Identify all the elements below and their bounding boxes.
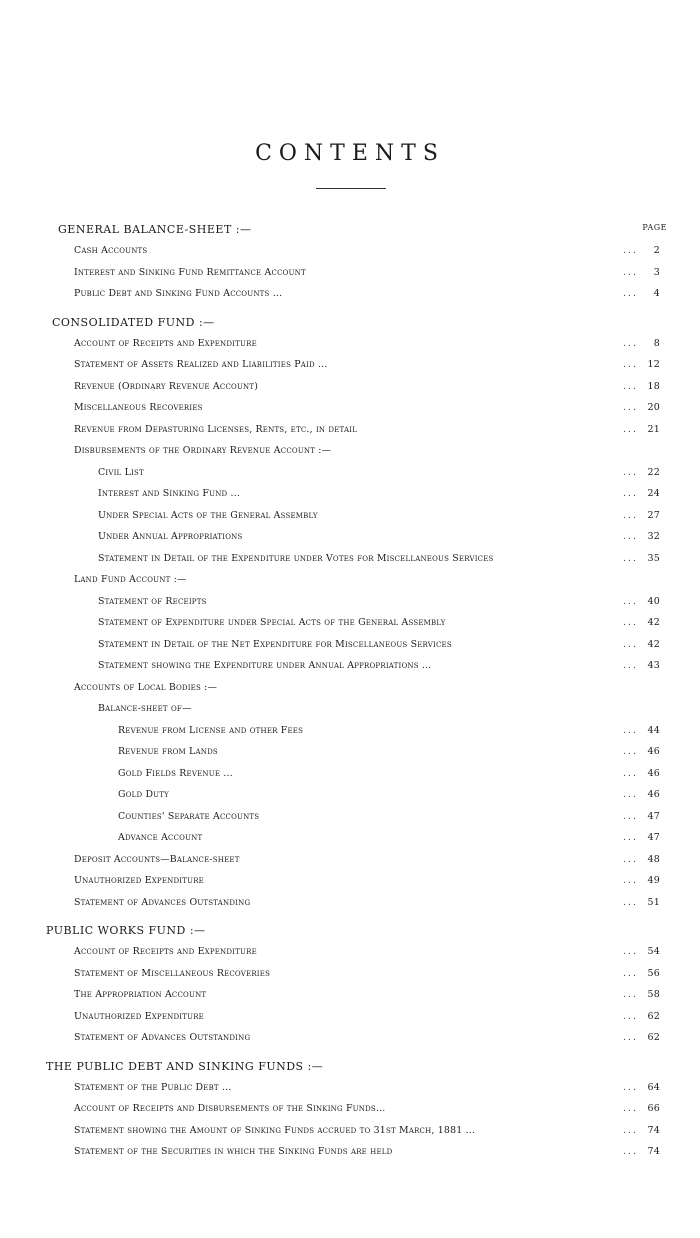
toc-entry[interactable] [0, 1143, 700, 1165]
toc-entry[interactable] [0, 894, 700, 916]
toc-entry-page: 44 [647, 724, 660, 736]
toc-entry-label: Unauthorized Expenditure [74, 1010, 204, 1022]
toc-entry-page: 42 [647, 617, 660, 628]
toc-entry[interactable] [0, 765, 700, 787]
toc-entry[interactable] [0, 829, 700, 851]
toc-entry[interactable] [0, 1079, 700, 1101]
toc-entry-page: 20 [647, 402, 660, 413]
toc-entry-page: 27 [647, 509, 660, 521]
toc-entry-page: 47 [647, 832, 660, 843]
leader-dots: ... [623, 531, 638, 542]
leader-dots: ... [623, 724, 638, 736]
leader-dots: ... [623, 853, 638, 865]
toc-entry[interactable] [0, 464, 700, 486]
toc-entry[interactable] [0, 700, 700, 722]
leader-dots: ... [623, 266, 638, 278]
toc-entry[interactable] [0, 1008, 700, 1030]
toc-entry-label: Advance Account [118, 832, 203, 843]
toc-entry[interactable] [0, 943, 700, 965]
leader-dots: ... [623, 896, 638, 908]
leader-dots: ... [623, 423, 638, 435]
toc-entry-page: 64 [647, 1081, 660, 1093]
toc-entry-page: 3 [653, 266, 660, 278]
toc-entry-page: 18 [647, 380, 660, 392]
toc-entry[interactable] [0, 442, 700, 464]
leader-dots: ... [623, 402, 638, 413]
toc-section-heading [0, 921, 700, 943]
toc-section-heading [0, 220, 700, 242]
toc-entry-label: Statement of the Securities in which the Sinking Funds are held [74, 1146, 393, 1157]
leader-dots: ... [623, 967, 638, 979]
leader-dots: ... [623, 359, 638, 370]
toc-entry-label: Account of Receipts and Expenditure [74, 946, 257, 957]
toc-entry[interactable] [0, 722, 700, 744]
toc-entry-label: Statement of Advances Outstanding [74, 1032, 251, 1043]
toc-entry[interactable] [0, 285, 700, 307]
toc-entry[interactable] [0, 571, 700, 593]
toc-entry[interactable] [0, 657, 700, 679]
leader-dots: ... [623, 1032, 638, 1043]
toc-entry-page: 46 [647, 767, 660, 779]
toc-entry[interactable] [0, 1100, 700, 1122]
toc-entry-label: Balance-sheet of— [98, 703, 192, 714]
toc-entry-page: 32 [647, 531, 660, 542]
toc-entry-label: Statement in Detail of the Net Expenditure for Miscellaneous Services [98, 638, 452, 650]
leader-dots: ... [623, 875, 638, 886]
leader-dots: ... [623, 509, 638, 521]
leader-dots: ... [623, 488, 638, 499]
toc-entry-label: Accounts of Local Bodies :— [74, 681, 218, 693]
leader-dots: ... [623, 1146, 638, 1157]
toc-entry[interactable] [0, 808, 700, 830]
toc-entry[interactable] [0, 550, 700, 572]
toc-entry-page: 48 [647, 853, 660, 865]
toc-entry-label: The Appropriation Account [74, 989, 207, 1000]
toc-entry-label: Public Debt and Sinking Fund Accounts ... [74, 288, 283, 299]
toc-entry-page: 74 [647, 1124, 660, 1136]
toc-entry-label: Counties' Separate Accounts [118, 810, 260, 822]
toc-entry-label: Cash Accounts [74, 245, 148, 256]
leader-dots: ... [623, 832, 638, 843]
section-title: CONSOLIDATED FUND :— [52, 315, 215, 329]
page-title: CONTENTS [255, 141, 445, 166]
toc-entry-label: Civil List [98, 466, 144, 478]
title-divider [316, 188, 386, 189]
toc-entry-label: Statement of Expenditure under Special Acts of the General Assembly [98, 617, 446, 628]
toc-entry[interactable] [0, 356, 700, 378]
toc-entry-page: 42 [647, 638, 660, 650]
toc-entry-label: Statement of the Public Debt ... [74, 1081, 232, 1093]
leader-dots: ... [623, 595, 638, 607]
toc-entry[interactable] [0, 242, 700, 264]
leader-dots: ... [623, 617, 638, 628]
section-title: PUBLIC WORKS FUND :— [46, 924, 206, 937]
toc-entry[interactable] [0, 421, 700, 443]
leader-dots: ... [623, 1081, 638, 1093]
toc-entry-label: Revenue from License and other Fees [118, 724, 304, 736]
leader-dots: ... [623, 810, 638, 822]
leader-dots: ... [623, 638, 638, 650]
toc-entry-page: 62 [647, 1032, 660, 1043]
toc-entry[interactable] [0, 636, 700, 658]
section-title: GENERAL BALANCE-SHEET :— [58, 223, 252, 236]
toc-entry-label: Statement in Detail of the Expenditure under Votes for Miscellaneous Services [98, 552, 494, 564]
toc-entry[interactable] [0, 528, 700, 550]
toc-entry-page: 22 [647, 466, 660, 478]
toc-entry-label: Statement showing the Expenditure under Annual Appropriations ... [98, 660, 432, 671]
page-column-header: PAGE [642, 223, 667, 232]
toc-entry[interactable] [0, 1029, 700, 1051]
toc-entry-label: Account of Receipts and Expenditure [74, 337, 257, 349]
toc-entry-page: 58 [647, 989, 660, 1000]
toc-section-heading [0, 313, 700, 335]
toc-entry[interactable] [0, 507, 700, 529]
toc-entry-page: 62 [647, 1010, 660, 1022]
toc-entry-label: Statement of Miscellaneous Recoveries [74, 967, 271, 979]
toc-entry-label: Unauthorized Expenditure [74, 875, 204, 886]
leader-dots: ... [623, 767, 638, 779]
toc-entry[interactable] [0, 614, 700, 636]
toc-entry[interactable] [0, 786, 700, 808]
toc-entry-page: 2 [653, 245, 660, 256]
toc-entry-label: Under Annual Appropriations [98, 531, 243, 542]
toc-entry[interactable] [0, 335, 700, 357]
toc-entry-label: Interest and Sinking Fund Remittance Account [74, 266, 306, 278]
toc-entry[interactable] [0, 679, 700, 701]
toc-entry-label: Gold Duty [118, 789, 169, 800]
toc-entry-label: Gold Fields Revenue ... [118, 767, 233, 779]
toc-entry-page: 46 [647, 746, 660, 757]
leader-dots: ... [623, 288, 638, 299]
toc-entry-label: Deposit Accounts—Balance-sheet [74, 853, 240, 865]
toc-entry-page: 21 [647, 423, 660, 435]
toc-entry[interactable] [0, 872, 700, 894]
toc-entry-label: Statement of Receipts [98, 595, 207, 607]
toc-entry-page: 56 [647, 967, 660, 979]
table-of-contents [0, 220, 700, 1165]
leader-dots: ... [623, 245, 638, 256]
toc-entry-page: 4 [653, 288, 660, 299]
toc-entry-page: 46 [647, 789, 660, 800]
toc-entry-label: Revenue (Ordinary Revenue Account) [74, 380, 259, 392]
toc-entry-label: Interest and Sinking Fund ... [98, 488, 241, 499]
toc-entry-label: Under Special Acts of the General Assembly [98, 509, 318, 521]
leader-dots: ... [623, 746, 638, 757]
leader-dots: ... [623, 552, 638, 564]
toc-entry-label: Account of Receipts and Disbursements of the Sinking Funds... [74, 1103, 386, 1114]
toc-entry-page: 47 [647, 810, 660, 822]
leader-dots: ... [623, 337, 638, 349]
leader-dots: ... [623, 660, 638, 671]
toc-entry-page: 35 [647, 552, 660, 564]
section-title: THE PUBLIC DEBT AND SINKING FUNDS :— [46, 1059, 324, 1073]
toc-entry[interactable] [0, 851, 700, 873]
leader-dots: ... [623, 989, 638, 1000]
toc-section-heading [0, 1057, 700, 1079]
toc-entry[interactable] [0, 264, 700, 286]
toc-entry-label: Disbursements of the Ordinary Revenue Account :— [74, 445, 332, 456]
toc-entry[interactable] [0, 965, 700, 987]
leader-dots: ... [623, 1010, 638, 1022]
toc-entry-page: 24 [647, 488, 660, 499]
toc-entry-label: Statement of Advances Outstanding [74, 896, 251, 908]
toc-entry-page: 51 [647, 896, 660, 908]
toc-entry-page: 8 [653, 337, 660, 349]
toc-entry-label: Land Fund Account :— [74, 574, 187, 585]
toc-entry-page: 12 [647, 359, 660, 370]
toc-entry-label: Miscellaneous Recoveries [74, 402, 203, 413]
toc-entry-page: 66 [647, 1103, 660, 1114]
toc-entry[interactable] [0, 743, 700, 765]
toc-entry[interactable] [0, 986, 700, 1008]
leader-dots: ... [623, 789, 638, 800]
toc-entry[interactable] [0, 378, 700, 400]
toc-entry-page: 74 [647, 1146, 660, 1157]
leader-dots: ... [623, 466, 638, 478]
leader-dots: ... [623, 946, 638, 957]
toc-entry-page: 49 [647, 875, 660, 886]
toc-entry[interactable] [0, 593, 700, 615]
toc-entry[interactable] [0, 399, 700, 421]
toc-entry-label: Statement showing the Amount of Sinking Funds accrued to 31st March, 1881 ... [74, 1124, 476, 1136]
toc-entry-page: 54 [647, 946, 660, 957]
toc-entry[interactable] [0, 485, 700, 507]
toc-entry-page: 43 [647, 660, 660, 671]
leader-dots: ... [623, 380, 638, 392]
toc-entry-label: Revenue from Depasturing Licenses, Rents, etc., in detail [74, 423, 358, 435]
toc-entry-page: 40 [647, 595, 660, 607]
toc-entry-label: Revenue from Lands [118, 746, 218, 757]
leader-dots: ... [623, 1124, 638, 1136]
toc-entry-label: Statement of Assets Realized and Liabilities Paid ... [74, 359, 328, 370]
toc-entry[interactable] [0, 1122, 700, 1144]
leader-dots: ... [623, 1103, 638, 1114]
